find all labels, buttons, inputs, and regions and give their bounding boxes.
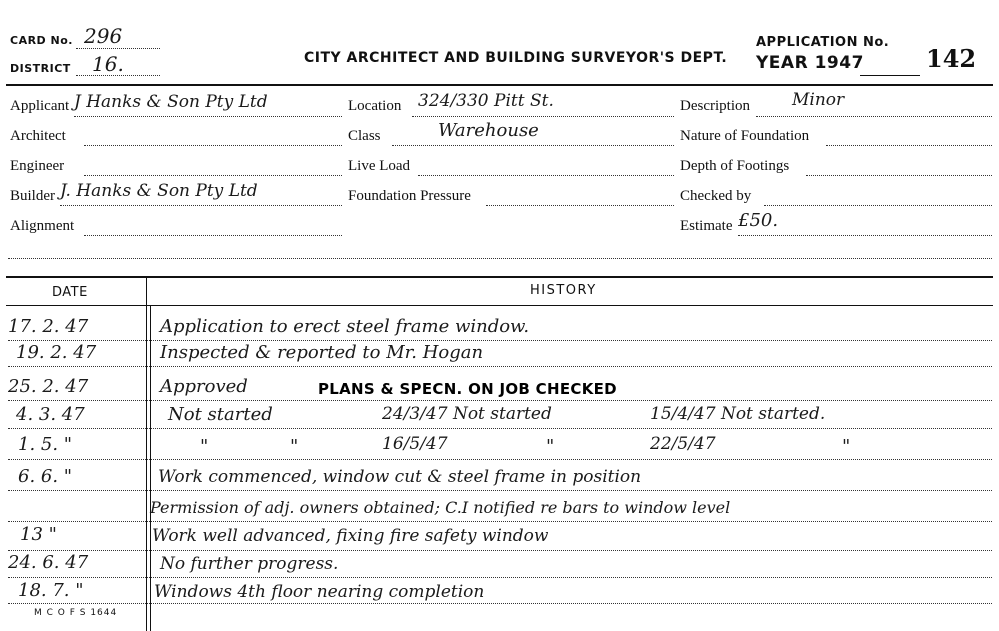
history-row-line [8, 340, 992, 341]
location-line [412, 116, 674, 117]
history-row-date: 1. 5. " [18, 434, 73, 455]
history-row-text: Permission of adj. owners obtained; C.I notified re bars to window level [150, 498, 731, 517]
history-row-text: Work commenced, window cut & steel frame in position [158, 467, 642, 487]
class-label: Class [348, 128, 381, 144]
checked-by-line [764, 205, 992, 206]
history-top-rule [6, 276, 993, 278]
date-header: DATE [52, 285, 88, 300]
history-row-text: Approved [160, 376, 248, 397]
alignment-line [84, 235, 342, 236]
depth-footings-line [806, 175, 992, 176]
description-label: Description [680, 98, 750, 114]
live-load-line [418, 175, 674, 176]
live-load-label: Live Load [348, 158, 411, 174]
estimate-line [738, 235, 992, 236]
history-row-line [8, 490, 992, 491]
history-row-date: 19. 2. 47 [16, 342, 97, 363]
history-row-line [8, 459, 992, 460]
foundation-pressure-line [486, 205, 674, 206]
foundation-pressure-label: Foundation Pressure [348, 188, 471, 204]
history-row-extra: 22/5/47 [650, 434, 716, 454]
history-row-extra: 24/3/47 Not started [382, 404, 552, 424]
builder-label: Builder [10, 188, 55, 204]
district-line [76, 75, 160, 76]
year-underline [860, 75, 920, 76]
applicant-label: Applicant [10, 98, 70, 114]
history-row-text: No further progress. [160, 554, 339, 574]
history-row-text: " [200, 436, 209, 457]
architect-label: Architect [10, 128, 66, 144]
history-row-line [8, 428, 992, 429]
history-row-line [8, 366, 992, 367]
history-row-date: 18. 7. " [18, 580, 84, 601]
class-value: Warehouse [438, 120, 539, 141]
history-header-rule [6, 305, 993, 306]
builder-line [60, 205, 342, 206]
history-row-line [8, 521, 992, 522]
card-no-value: 296 [84, 24, 123, 48]
builder-value: J. Hanks & Son Pty Ltd [60, 181, 258, 201]
history-row-date: 6. 6. " [18, 466, 73, 487]
history-row-date: 25. 2. 47 [8, 376, 89, 397]
application-number: 142 [926, 44, 977, 73]
history-row-extra: " [842, 436, 851, 457]
class-line [392, 145, 674, 146]
location-value: 324/330 Pitt St. [418, 91, 554, 111]
history-row-date: 17. 2. 47 [8, 316, 89, 337]
history-row-extra: " [546, 436, 555, 457]
history-row-extra: " [290, 436, 299, 457]
history-row-date: 13 " [20, 524, 57, 545]
history-row-line [8, 577, 992, 578]
history-row-line [8, 603, 992, 604]
history-row-line [8, 400, 992, 401]
engineer-line [84, 175, 342, 176]
district-value: 16. [92, 52, 124, 76]
form-code: M C O F S 1644 [34, 608, 118, 618]
estimate-value: £50. [738, 210, 779, 231]
blank-line-1 [8, 258, 992, 259]
plans-checked-stamp: PLANS & SPECN. ON JOB CHECKED [318, 380, 617, 398]
history-row-text: Windows 4th floor nearing completion [154, 582, 485, 602]
engineer-label: Engineer [10, 158, 65, 174]
nature-foundation-label: Nature of Foundation [680, 128, 810, 144]
history-row-text: Not started [168, 404, 273, 425]
history-row-text: Application to erect steel frame window. [160, 316, 530, 337]
history-row-date: 24. 6. 47 [8, 552, 89, 573]
applicant-line [74, 116, 342, 117]
description-line [756, 116, 992, 117]
history-row-extra: 16/5/47 [382, 434, 448, 454]
history-row-text: Work well advanced, fixing fire safety window [152, 526, 549, 546]
architect-line [84, 145, 342, 146]
card-no-line [76, 48, 160, 49]
depth-footings-label: Depth of Footings [680, 158, 790, 174]
description-value: Minor [792, 90, 845, 110]
estimate-label: Estimate [680, 218, 733, 234]
alignment-label: Alignment [10, 218, 75, 234]
history-row-text: Inspected & reported to Mr. Hogan [160, 342, 484, 363]
checked-by-label: Checked by [680, 188, 752, 204]
history-row-line [8, 550, 992, 551]
nature-foundation-line [826, 145, 992, 146]
header-rule [6, 84, 993, 86]
dept-title: CITY ARCHITECT AND BUILDING SURVEYOR'S DEPT. [304, 50, 728, 66]
district-label: DISTRICT [10, 62, 71, 75]
application-label: APPLICATION No. [756, 35, 890, 50]
history-header: HISTORY [530, 283, 597, 298]
card-no-label: CARD No. [10, 34, 73, 47]
history-row-date: 4. 3. 47 [16, 404, 85, 425]
location-label: Location [348, 98, 402, 114]
year-label: YEAR 1947 [756, 53, 864, 73]
applicant-value: J Hanks & Son Pty Ltd [74, 92, 268, 112]
history-row-extra: 15/4/47 Not started. [650, 404, 826, 424]
date-column-divider-2 [150, 305, 151, 631]
